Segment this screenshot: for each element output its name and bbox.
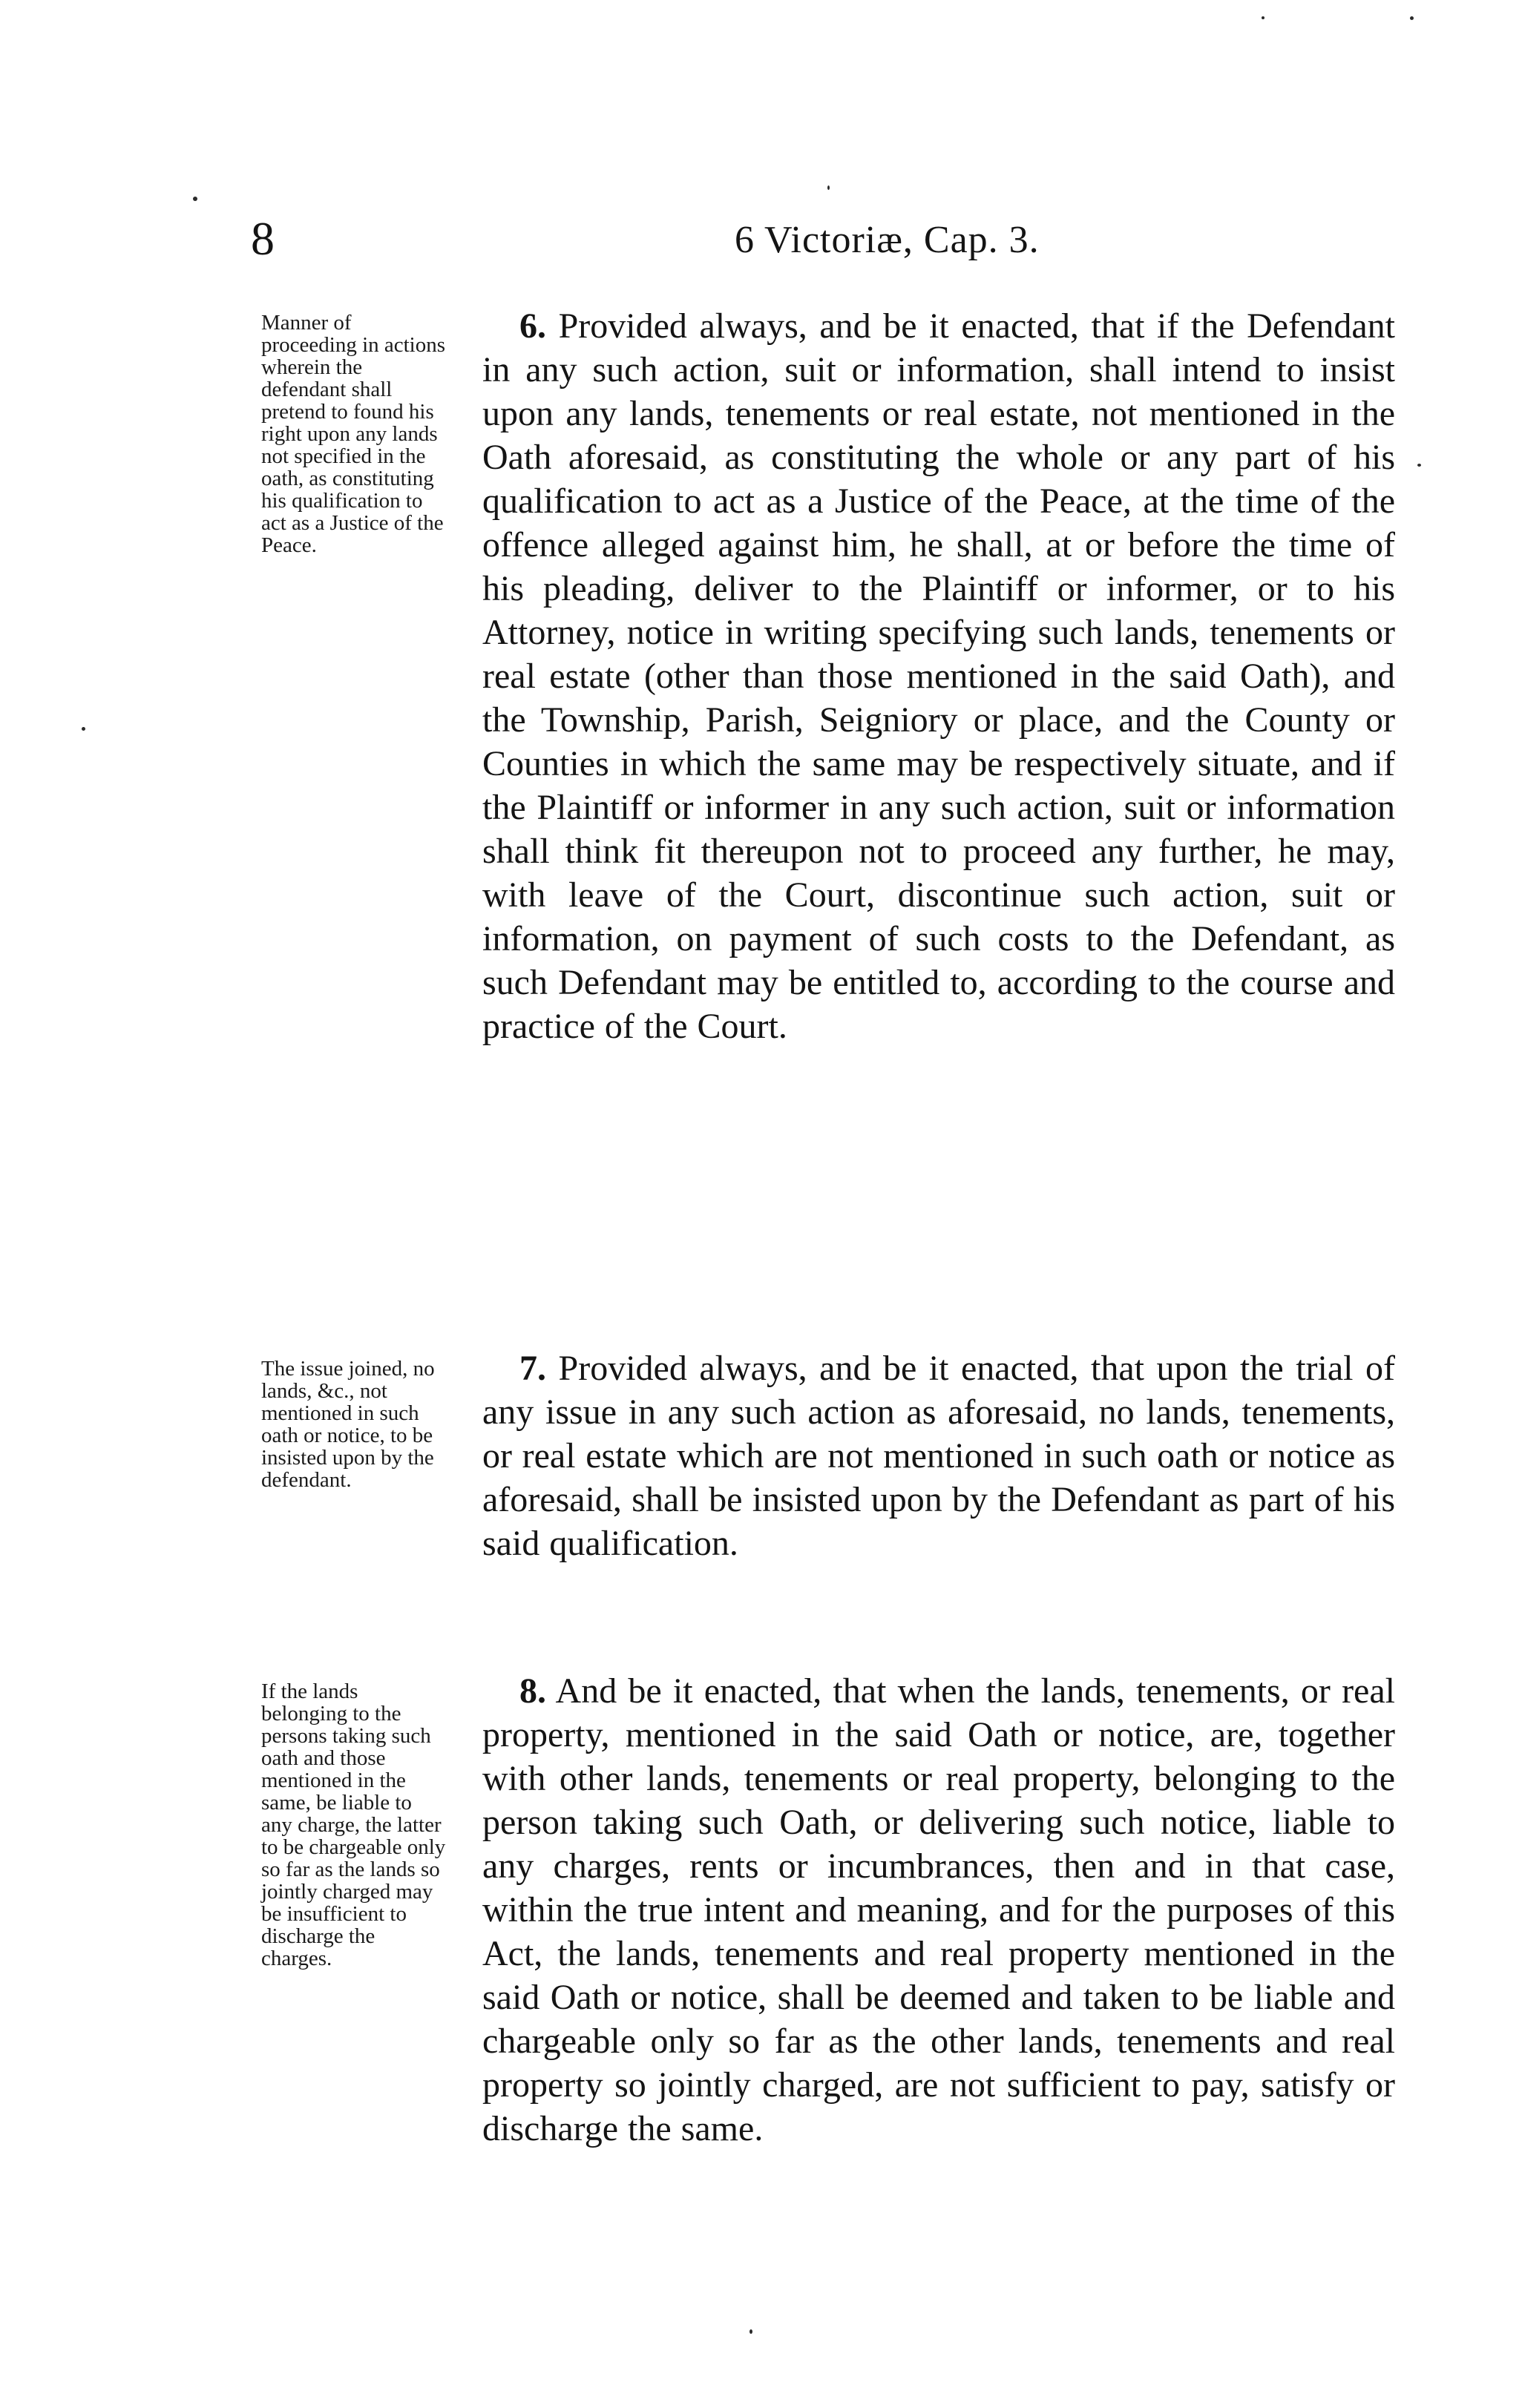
scan-speck (1262, 16, 1264, 19)
section-number: 8. (519, 1671, 546, 1711)
scan-speck (82, 727, 85, 731)
scan-speck (1417, 464, 1421, 467)
section-text: Provided always, and be it enacted, that if the Defendant in any such action, suit or information, shall intend to insist upon any lands, tenements or real estate, not mentioned in the Oath aforesaid, as constituting the whole or any part of his qualification to act as a Justice of the Peace, at the time of the offence alleged against him, he shall, at or before the time of his pleading, deliver to the Plaintiff or informer, or to his Attorney, notice in writing specifying such lands, tenements or real estate (other than those mentioned in the said Oath), and the Township, Parish, Seigniory or place, and the County or Counties in which the same may be respectively situate, and if the Plaintiff or informer in any such action, suit or information shall think fit thereupon not to proceed any further, he may, with leave of the Court, discontinue such action, suit or information, on payment of such costs to the Defendant, as such Defendant may be entitled to, according to the course and practice of the Court. (482, 306, 1396, 1046)
margin-note: The issue joined, no lands, &c., not mentioned in such oath or notice, to be insisted upon by the defendant. (261, 1357, 435, 1492)
section-number: 7. (519, 1349, 546, 1388)
margin-note: If the lands belonging to the persons taking such oath and those mentioned in the same, be liable to any charge, the latter to be chargeable only so far as the lands so jointly charged may be insufficient to discharge the charges. (261, 1680, 446, 1970)
section-number: 6. (519, 306, 546, 346)
scan-speck (827, 185, 830, 190)
margin-note: Manner of proceeding in actions wherein the defendant shall pretend to found his right upon any lands not specified in the oath, as constituting his qualification to act as a Justice of the Peace. (261, 311, 446, 557)
scan-speck (749, 2329, 752, 2334)
scan-speck (1410, 16, 1414, 20)
scan-speck (193, 197, 197, 201)
page-number: 8 (251, 212, 275, 265)
section-text: And be it enacted, that when the lands, tenements, or real property, mentioned in the said Oath or notice, are, together with other lands, tenements or real property, belonging to the person taking such Oath, or delivering such notice, liable to any charges, rents or incumbrances, then and in that case, within the true intent and meaning, and for the purposes of this Act, the lands, tenements and real property mentioned in the said Oath or notice, shall be deemed and taken to be liable and chargeable only so far as the other lands, tenements and real property so jointly charged, are not sufficient to pay, satisfy or discharge the same. (482, 1671, 1395, 2148)
section-body (482, 1669, 1395, 2151)
section-body (482, 1346, 1395, 1565)
section-body (482, 304, 1395, 1048)
section-text: Provided always, and be it enacted, that upon the trial of any issue in any such action as aforesaid, no lands, tenements, or real estate which are not mentioned in such oath or notice as aforesaid, shall be insisted upon by the Defendant as part of his said qualification. (482, 1349, 1396, 1563)
running-head: 6 Victoriæ, Cap. 3. (735, 219, 1040, 261)
